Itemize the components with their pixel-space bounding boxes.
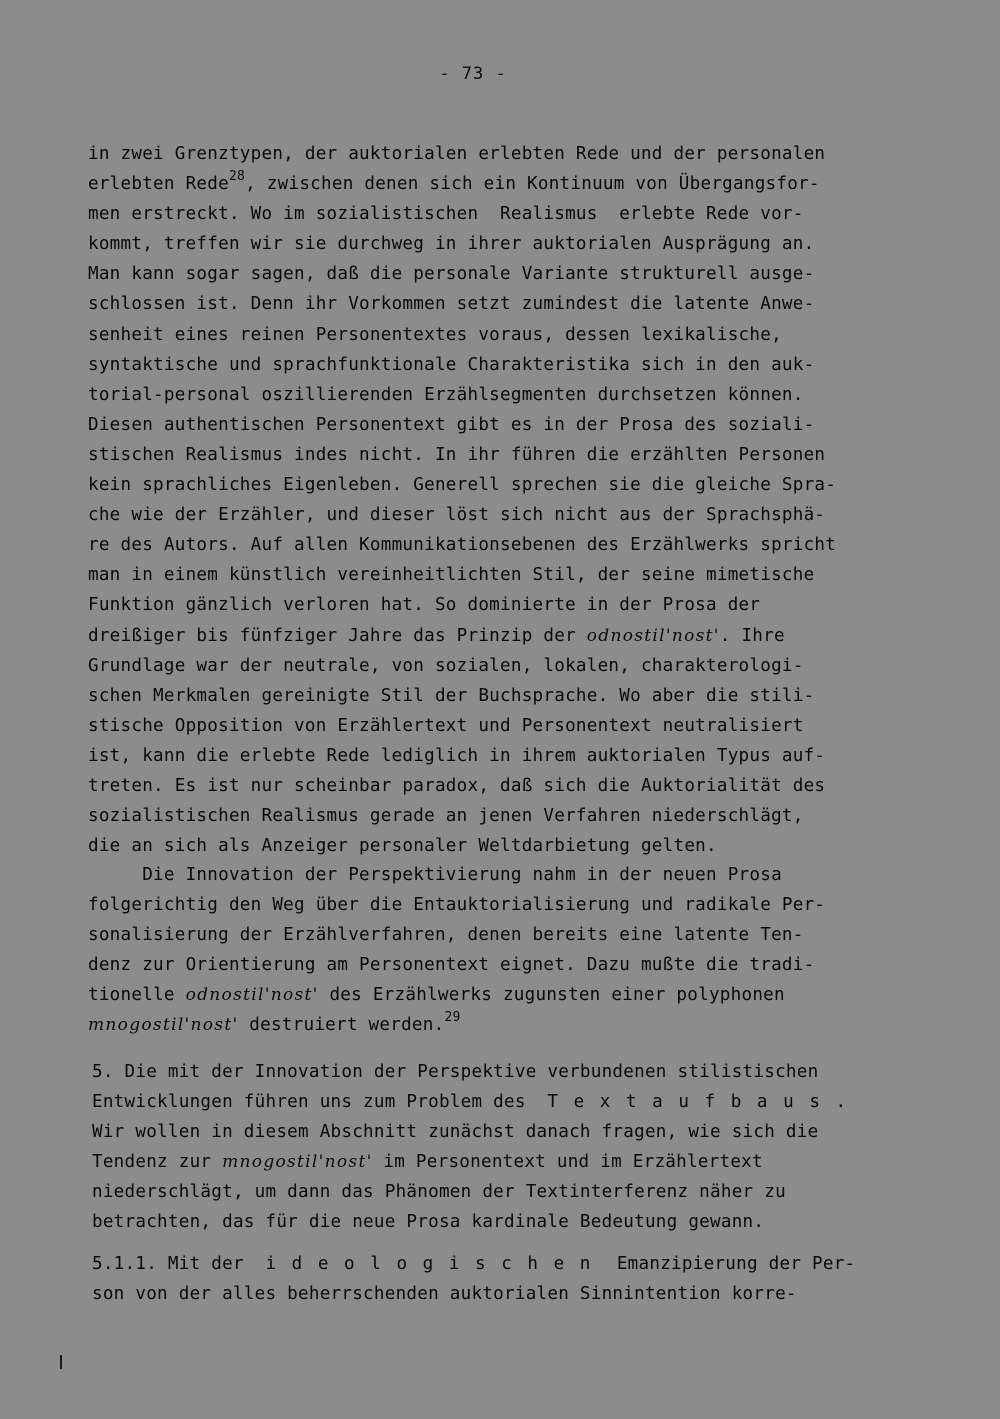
text-fragment: im Personentext und im Erzählertext (372, 1152, 763, 1173)
text-line: stische Opposition von Erzählertext und Personentext neutralisiert (88, 715, 804, 736)
text-line: son von der alles beherrschenden auktorialen Sinnintention korre- (92, 1284, 797, 1305)
text-line: niederschlägt, um dann das Phänomen der Textinterferenz näher zu (92, 1182, 786, 1203)
text-line (88, 621, 918, 651)
text-line: men erstreckt. Wo im sozialistischen Realismus erlebte Rede vor- (88, 204, 804, 225)
text-line: 5. Die mit der Innovation der Perspektive verbundenen stilistischen (92, 1062, 819, 1082)
text-line: Man kann sogar sagen, daß die personale Variante strukturell ausge- (88, 264, 815, 285)
text-line: betrachten, das für die neue Prosa kardinale Bedeutung gewann. (92, 1212, 765, 1233)
text-line: kein sprachliches Eigenleben. Generell sprechen sie die gleiche Spra- (88, 475, 837, 496)
text-line: schlossen ist. Denn ihr Vorkommen setzt zumindest die latente Anwe- (88, 294, 815, 315)
text-line: senheit eines reinen Personentextes voraus, dessen lexikalische, (88, 324, 782, 345)
paragraph-innovation (88, 860, 918, 1041)
footnote-ref-29: 29 (444, 1010, 461, 1026)
text-fragment: erlebten Rede (88, 174, 229, 195)
text-line: sozialistischen Realismus gerade an jenen Verfahren niederschlägt, (88, 806, 804, 827)
text-line: schen Merkmalen gereinigte Stil der Buchsprache. Wo aber die stili- (88, 685, 815, 706)
text-line (88, 169, 918, 199)
text-fragment: Entwicklungen führen uns zum Problem des (92, 1092, 548, 1113)
text-fragment: , zwischen denen sich ein Kontinuum von Übergangsfor- (245, 174, 820, 195)
paragraph-erlebte-rede (88, 139, 918, 861)
text-line: die an sich als Anzeiger personaler Weltdarbietung gelten. (88, 836, 717, 857)
text-fragment: tionelle (88, 985, 186, 1006)
text-line (88, 1010, 918, 1040)
text-line (92, 1249, 922, 1279)
section-5-paragraph (92, 1057, 922, 1238)
text-line: syntaktische und sprachfunktionale Charakteristika sich in den auk- (88, 354, 815, 375)
text-line: man in einem künstlich vereinheitlichten Stil, der seine mimetische (88, 565, 815, 586)
text-line: Grundlage war der neutrale, von sozialen, lokalen, charakterologi- (88, 655, 804, 676)
text-fragment: Tendenz zur (92, 1152, 223, 1173)
spaced-term: ideologischen (265, 1254, 606, 1274)
text-line: re des Autors. Auf allen Kommunikationsebenen des Erzählwerks spricht (88, 535, 837, 556)
text-line: Diesen authentischen Personentext gibt es in der Prosa des soziali- (88, 414, 815, 435)
text-line: sonalisierung der Erzählverfahren, denen bereits eine latente Ten- (88, 925, 804, 946)
text-line: kommt, treffen wir sie durchweg in ihrer auktorialen Ausprägung an. (88, 234, 815, 255)
text-fragment: des Erzählwerks zugunsten einer polyphonen (318, 985, 785, 1006)
footnote-ref-28: 28 (228, 169, 246, 185)
text-line: Wir wollen in diesem Abschnitt zunächst danach fragen, wie sich die (92, 1122, 819, 1143)
text-line (92, 1087, 922, 1117)
section-5-1-1-paragraph (92, 1249, 922, 1309)
text-line: folgerichtig den Weg über die Entauktorialisierung und radikale Per- (88, 895, 826, 916)
page-number: - 73 - (439, 64, 507, 84)
text-line: denz zur Orientierung am Personentext eignet. Dazu mußte die tradi- (88, 955, 815, 976)
text-fragment: . Ihre (719, 625, 785, 646)
text-line: stischen Realismus indes nicht. In ihr führen die erzählten Personen (88, 444, 826, 465)
italic-term: mnogostil'nost' (88, 1015, 239, 1036)
text-fragment: destruiert werden. (238, 1015, 445, 1036)
text-line: che wie der Erzähler, und dieser löst sich nicht aus der Sprachsphä- (88, 505, 826, 526)
text-line: Die Innovation der Perspektivierung nahm in der neuen Prosa (88, 865, 782, 885)
text-line: treten. Es ist nur scheinbar paradox, daß sich die Auktorialität des (88, 775, 826, 796)
italic-term: odnostil'nost' (185, 985, 319, 1006)
italic-term: mnogostil'nost' (222, 1152, 373, 1173)
text-line: Funktion gänzlich verloren hat. So dominierte in der Prosa der (88, 595, 761, 616)
text-line: torial-personal oszillierenden Erzählsegmenten durchsetzen können. (88, 384, 804, 405)
text-line (88, 980, 918, 1010)
italic-term: odnostil'nost' (586, 625, 720, 646)
text-line: in zwei Grenztypen, der auktorialen erlebten Rede und der personalen (88, 144, 826, 164)
text-fragment: 5.1.1. Mit der (92, 1254, 266, 1274)
scan-artifact-mark (60, 1355, 62, 1369)
text-line (92, 1147, 922, 1177)
text-fragment: dreißiger bis fünfziger Jahre das Prinzip der (88, 625, 587, 646)
spaced-term: Textaufbaus. (547, 1092, 862, 1113)
text-line: ist, kann die erlebte Rede lediglich in ihrem auktorialen Typus auf- (88, 745, 826, 766)
text-fragment: Emanzipierung der Per- (606, 1254, 856, 1274)
